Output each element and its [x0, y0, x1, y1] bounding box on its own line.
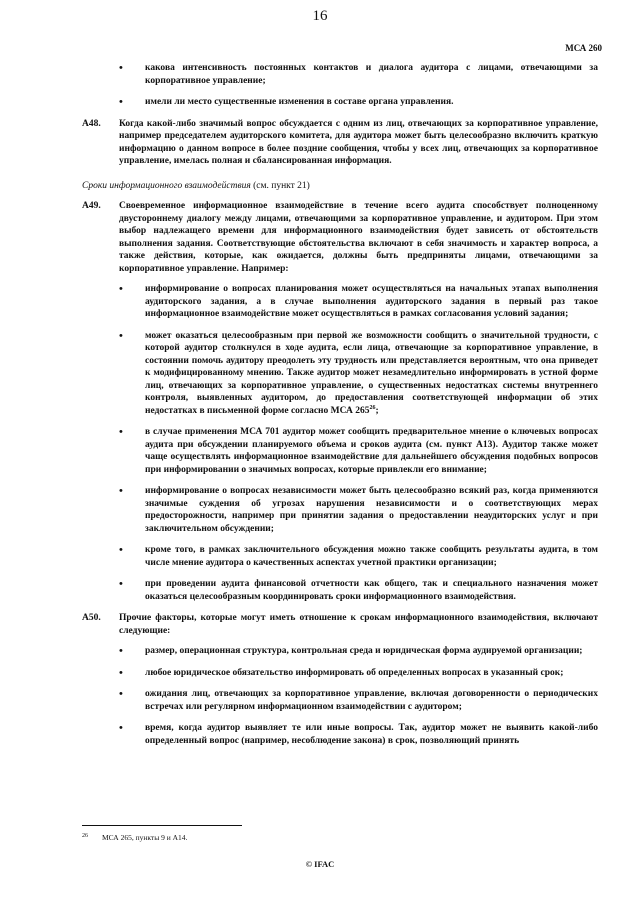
- paragraph-a50: [82, 612, 598, 637]
- list-item: [82, 667, 598, 680]
- bullet-text: имели ли место существенные изменения в составе органа управления.: [145, 97, 454, 107]
- list-item: [82, 330, 598, 418]
- footnote-separator: [82, 825, 242, 826]
- paragraph-number: A48.: [82, 118, 101, 129]
- list-item: [82, 645, 598, 658]
- bullet-text: может оказаться целесообразным при первой же возможности сообщить о значительной трудности, с которой аудитор столкнулся в ходе аудита, если лица, отвечающие за корпоративное управление, в состоянии помочь аудитору преодолеть эту трудность или представляется вероятным, что она приведет к модифицированному мнению. Также аудитор может незамедлительно информировать в устной форме лиц, отвечающих за корпоративное управление, о существенных недостатках системы внутреннего контроля, выявленных аудитором, до предоставления соответствующей информации об этих недостатках в письменной форме согласно МСА 265: [145, 330, 598, 416]
- bullet-text: любое юридическое обязательство информировать об определенных вопросах в указанный срок;: [145, 667, 564, 678]
- footnote-text: МСА 265, пункты 9 и A14.: [102, 833, 188, 842]
- bullet-text: размер, операционная структура, контрольная среда и юридическая форма аудируемой организации;: [145, 646, 583, 656]
- bullet-text: в случае применения МСА 701 аудитор может сообщить предварительное мнение о ключевых вопросах аудита при обсуждении планируемого объема и сроков аудита (см. пункт A13). Аудитор также может чаще осуществлять информационное взаимодействие для дальнейшего обсуждения подобных вопросов при информировании о значимых вопросах, которые привлекли его внимание;: [145, 427, 598, 475]
- footnote: [82, 833, 187, 842]
- page-number: 16: [312, 8, 328, 24]
- bullet-text: время, когда аудитор выявляет те или иные вопросы. Так, аудитор может не выявить какой-либо определенный вопрос (например, несоблюдение закона) в срок, позволяющий принять: [145, 723, 598, 746]
- list-item: [82, 426, 598, 476]
- document-code: МСА 260: [565, 43, 602, 53]
- bullet-text-end: ;: [375, 405, 379, 416]
- footnote-reference[interactable]: 26: [369, 404, 376, 411]
- bullet-text: при проведении аудита финансовой отчетности как общего, так и специального назначения может оказаться целесообразным координировать сроки информационного взаимодействия.: [145, 579, 598, 602]
- paragraph-text: Своевременное информационное взаимодействие в течение всего аудита способствует полноценному двустороннему диалогу между лицами, отвечающими за корпоративное управление, и аудитором. При этом выбор надлежащего времени для информационного взаимодействия будет зависеть от обстоятельств выполнения задания. Соответствующие обстоятельства включают в себя значимость и характер вопроса, а также действия, которые, как ожидается, должны быть предприняты лицами, отвечающими за корпоративное управление. Например:: [119, 201, 598, 274]
- list-item: [82, 96, 598, 109]
- list-item: [82, 688, 598, 713]
- list-item: [82, 485, 598, 535]
- section-reference: (см. пункт 21): [253, 180, 310, 191]
- paragraph-text: Когда какой-либо значимый вопрос обсуждается с одним из лиц, отвечающих за корпоративное управление, например председателем аудиторского комитета, для аудитора может быть целесообразно включить краткую информацию о данном вопросе в более поздние сообщения, чтобы у всех лиц, отвечающих за корпоративное управление, имелась полная и сбалансированная информация.: [119, 118, 598, 166]
- footnote-number: 26: [82, 833, 88, 839]
- bullet-text: ожидания лиц, отвечающих за корпоративное управление, включая договоренности о периодических встречах или регулярном информационном взаимодействии с аудитором;: [145, 689, 598, 712]
- list-item: [82, 283, 598, 321]
- paragraph-number: A49.: [82, 201, 101, 211]
- list-item: [82, 62, 598, 87]
- paragraph-text: Прочие факторы, которые могут иметь отношение к срокам информационного взаимодействия, включают следующие:: [119, 613, 598, 636]
- bullet-text: информирование о вопросах планирования может осуществляться на начальных этапах выполнения аудиторского задания, а в случае выполнения аудиторского задания в первый раз такое информационное взаимодействие может осуществляться в рамках согласования условий задания;: [145, 284, 598, 319]
- bullet-text: какова интенсивность постоянных контактов и диалога аудитора с лицами, отвечающими за корпоративное управление;: [145, 63, 598, 86]
- paragraph-number: A50.: [82, 613, 101, 623]
- bullet-text: кроме того, в рамках заключительного обсуждения можно также сообщить результаты аудита, в том числе мнение аудитора о качественных аспектах учетной практики организации;: [145, 545, 598, 568]
- section-heading: [82, 180, 598, 193]
- list-item: [82, 722, 598, 747]
- list-item: [82, 578, 598, 603]
- page-content: [82, 60, 598, 756]
- list-item: [82, 544, 598, 569]
- bullet-text: информирование о вопросах независимости может быть целесообразно всякий раз, когда применяются значимые суждения об угрозах нарушения независимости и о соответствующих мерах предосторожности, например при принятии задания о предоставлении неаудиторских услуг и при заключительном обсуждении;: [145, 486, 598, 534]
- paragraph-a49: [82, 200, 598, 275]
- paragraph-a48: [82, 118, 598, 168]
- section-title: Сроки информационного взаимодействия: [82, 180, 251, 191]
- page-footer: © IFAC: [305, 859, 335, 869]
